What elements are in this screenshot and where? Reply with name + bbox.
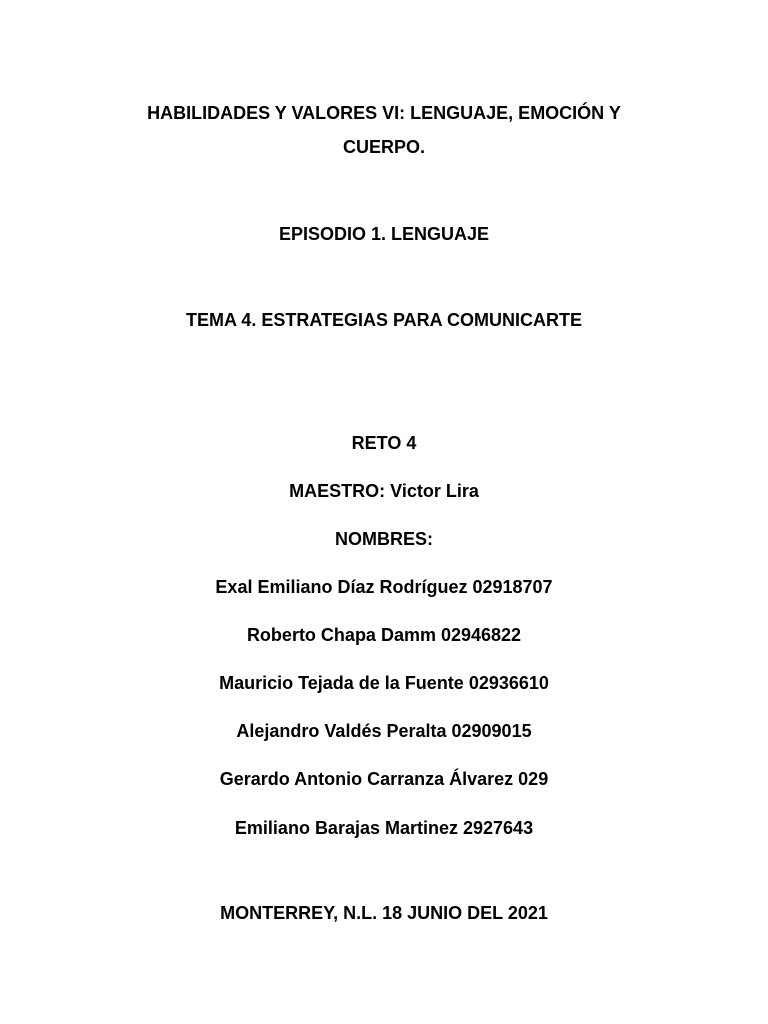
student-name: Exal Emiliano Díaz Rodríguez 02918707	[215, 577, 553, 597]
student-name: Emiliano Barajas Martinez 2927643	[234, 818, 534, 838]
topic-heading: TEMA 4. ESTRATEGIAS PARA COMUNICARTE	[185, 310, 582, 330]
episode-heading: EPISODIO 1. LENGUAJE	[278, 224, 490, 244]
title-line-1: HABILIDADES Y VALORES VI: LENGUAJE, EMOCIÓN Y	[147, 103, 621, 123]
title-line-2: CUERPO.	[342, 137, 425, 157]
teacher-line: MAESTRO: Victor Lira	[289, 481, 479, 501]
place-date-line: MONTERREY, N.L. 18 JUNIO DEL 2021	[220, 903, 548, 923]
student-name: Alejandro Valdés Peralta 02909015	[236, 721, 532, 741]
student-name: Mauricio Tejada de la Fuente 02936610	[219, 673, 549, 693]
names-heading: NOMBRES:	[335, 529, 433, 549]
student-name: Gerardo Antonio Carranza Álvarez 029	[219, 769, 549, 789]
student-name: Roberto Chapa Damm 02946822	[246, 625, 522, 645]
challenge-heading: RETO 4	[351, 433, 417, 453]
